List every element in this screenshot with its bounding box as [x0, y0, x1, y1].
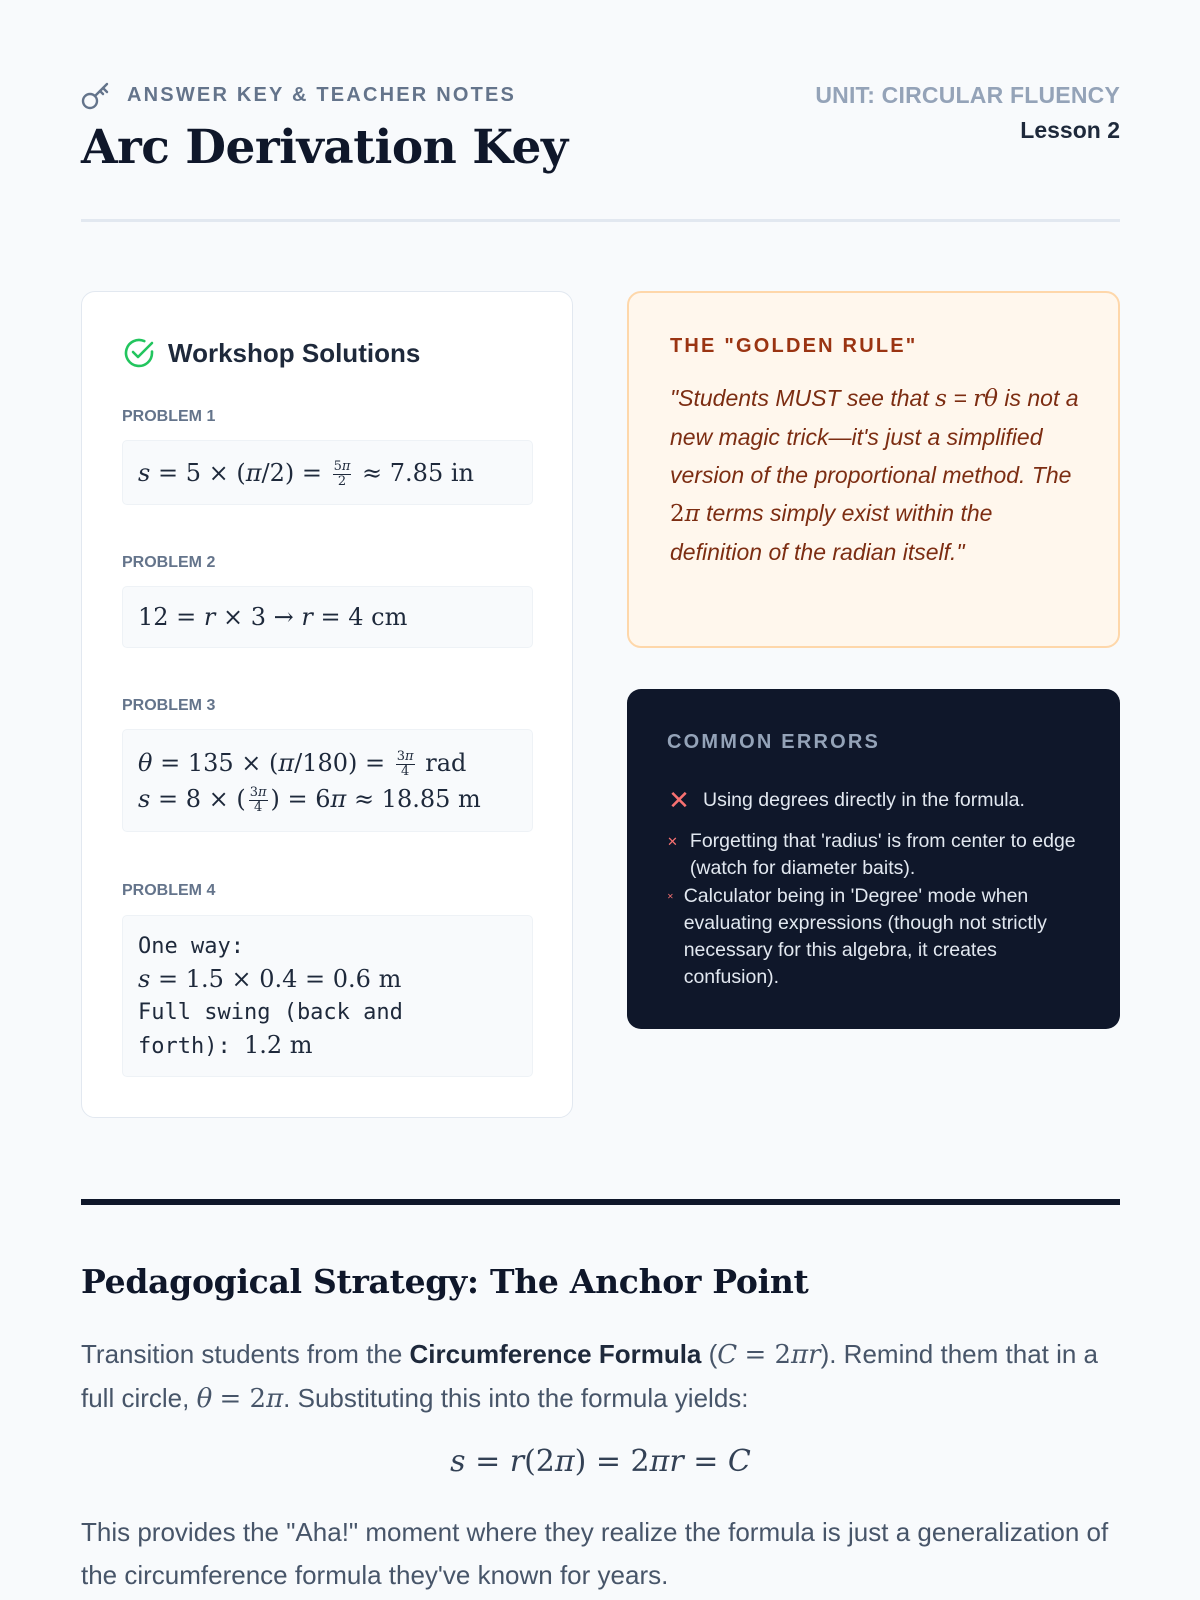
problem-1-label: PROBLEM 1	[122, 408, 216, 425]
problem-3-line-2: s = 8 × ( $\frac{3\pi}{4}$ ) = 6π ≈ 18.85 m	[138, 784, 481, 815]
problem-3-solution	[122, 729, 533, 832]
golden-rule-card	[627, 291, 1120, 648]
common-errors-title: COMMON ERRORS	[667, 731, 881, 753]
eyebrow-text: ANSWER KEY & TEACHER NOTES	[127, 83, 517, 106]
fraction: $\frac{5\pi}{2}$	[333, 458, 351, 489]
section-divider	[81, 1199, 1120, 1205]
unit-label: UNIT: CIRCULAR FLUENCY	[815, 82, 1120, 108]
fraction: $\frac{3\pi}{4}$	[396, 748, 414, 779]
strategy-paragraph-2: This provides the "Aha!" moment where they realize the formula is just a generalization of the circumference formula they've known for years.	[81, 1517, 1109, 1590]
error-text: Using degrees directly in the formula.	[703, 789, 1025, 811]
problem-4-line-1: One way:	[138, 933, 244, 959]
error-item	[667, 883, 1087, 991]
common-errors-card	[627, 689, 1120, 1029]
page-header	[81, 0, 1120, 222]
key-icon	[81, 80, 111, 110]
workshop-solutions-card	[81, 291, 573, 1118]
eyebrow	[81, 80, 516, 110]
error-text: Forgetting that 'radius' is from center to edge (watch for diameter baits).	[689, 830, 1076, 879]
strategy-paragraph-1: Transition students from the Circumference Formula (C = 2πr). Remind them that in a full circle, θ = 2π. Substituting this into the formula yields:	[81, 1339, 1099, 1414]
problem-1-line: s = 5 × (π/2) = $\frac{5\pi}{2}$ ≈ 7.85 in	[138, 458, 474, 489]
error-item	[667, 828, 1087, 882]
problem-2-label: PROBLEM 2	[122, 554, 216, 571]
close-icon: ✕	[667, 892, 674, 901]
close-icon: ✕	[667, 834, 678, 849]
error-item	[667, 787, 1087, 814]
problem-1-solution	[122, 440, 533, 505]
solutions-header	[122, 336, 420, 370]
close-icon: ✕	[668, 785, 690, 815]
golden-rule-quote: "Students MUST see that s = rθ is not a new magic trick—it's just a simplified version of the proportional method. The 2π terms simply exist within the definition of the radian itself."	[670, 385, 1079, 565]
problem-2-solution	[122, 586, 533, 648]
golden-rule-title: THE "GOLDEN RULE"	[670, 335, 918, 357]
problem-3-line-1: θ = 135 × (π/180) = $\frac{3\pi}{4}$ rad	[138, 748, 467, 779]
fraction: $\frac{3\pi}{4}$	[249, 784, 267, 815]
problem-2-line: 12 = r × 3 → r = 4 cm	[138, 603, 408, 631]
solutions-title: Workshop Solutions	[168, 337, 421, 368]
strategy-title: Pedagogical Strategy: The Anchor Point	[81, 1262, 809, 1301]
problem-3-label: PROBLEM 3	[122, 697, 216, 714]
check-circle-icon	[122, 336, 156, 370]
problem-4-line-4: forth): 1.2 m	[138, 1030, 313, 1059]
lesson-label: Lesson 2	[1020, 117, 1120, 143]
problem-4-label: PROBLEM 4	[122, 882, 216, 899]
problem-4-solution	[122, 915, 533, 1077]
answer-key-page	[81, 0, 1120, 1590]
error-text: Calculator being in 'Degree' mode when evaluating expressions (though not strictly necessary for this algebra, it creates confusion).	[683, 885, 1047, 988]
problem-4-line-2: s = 1.5 × 0.4 = 0.6 m	[138, 964, 402, 993]
unit-block	[815, 82, 1120, 144]
problem-4-line-3: Full swing (back and	[138, 999, 403, 1025]
page-title: Arc Derivation Key	[81, 120, 568, 175]
substitution-equation: s = r(2π) = 2πr = C	[450, 1444, 751, 1479]
